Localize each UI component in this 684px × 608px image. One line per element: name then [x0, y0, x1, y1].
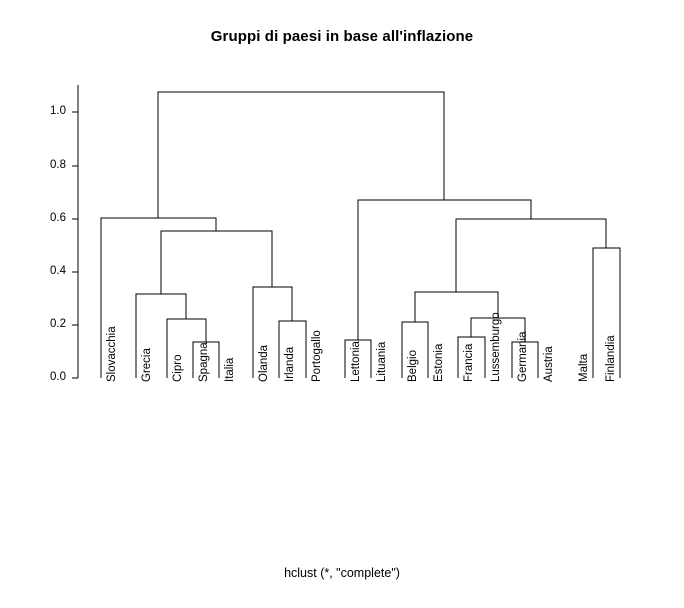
chart-caption: hclust (*, "complete") [284, 566, 400, 580]
leaf-label-cipro: Cipro [172, 354, 184, 382]
leaf-label-olanda: Olanda [258, 344, 270, 382]
leaf-label-portogallo: Portogallo [311, 330, 323, 382]
ytick-label: 0.8 [50, 159, 66, 171]
leaf-label-slovacchia: Slovacchia [106, 326, 118, 382]
leaf-label-francia: Francia [463, 343, 475, 382]
dendrogram-linkages [101, 92, 620, 378]
leaf-label-spagna: Spagna [198, 342, 210, 382]
ytick-label: 0.4 [50, 265, 66, 277]
leaf-label-irlanda: Irlanda [284, 346, 296, 382]
y-axis [72, 85, 78, 378]
leaf-label-lituania: Lituania [376, 341, 388, 382]
leaf-label-grecia: Grecia [141, 348, 153, 382]
leaf-label-italia: Italia [224, 357, 236, 382]
leaf-label-germania: Germania [517, 331, 529, 382]
leaf-label-belgio: Belgio [407, 350, 419, 382]
ytick-label: 0.6 [50, 212, 66, 224]
leaf-label-lettonia: Lettonia [350, 341, 362, 382]
ytick-label: 0.0 [50, 371, 66, 383]
chart-title: Gruppi di paesi in base all'inflazione [210, 28, 474, 45]
leaf-label-finlandia: Finlandia [605, 335, 617, 382]
ytick-label: 1.0 [50, 105, 66, 117]
leaf-label-estonia: Estonia [433, 343, 445, 382]
leaf-label-austria: Austria [543, 346, 555, 382]
leaf-label-malta: Malta [578, 353, 590, 382]
ytick-label: 0.2 [50, 318, 66, 330]
leaf-label-lussemburgo: Lussemburgo [490, 312, 502, 382]
